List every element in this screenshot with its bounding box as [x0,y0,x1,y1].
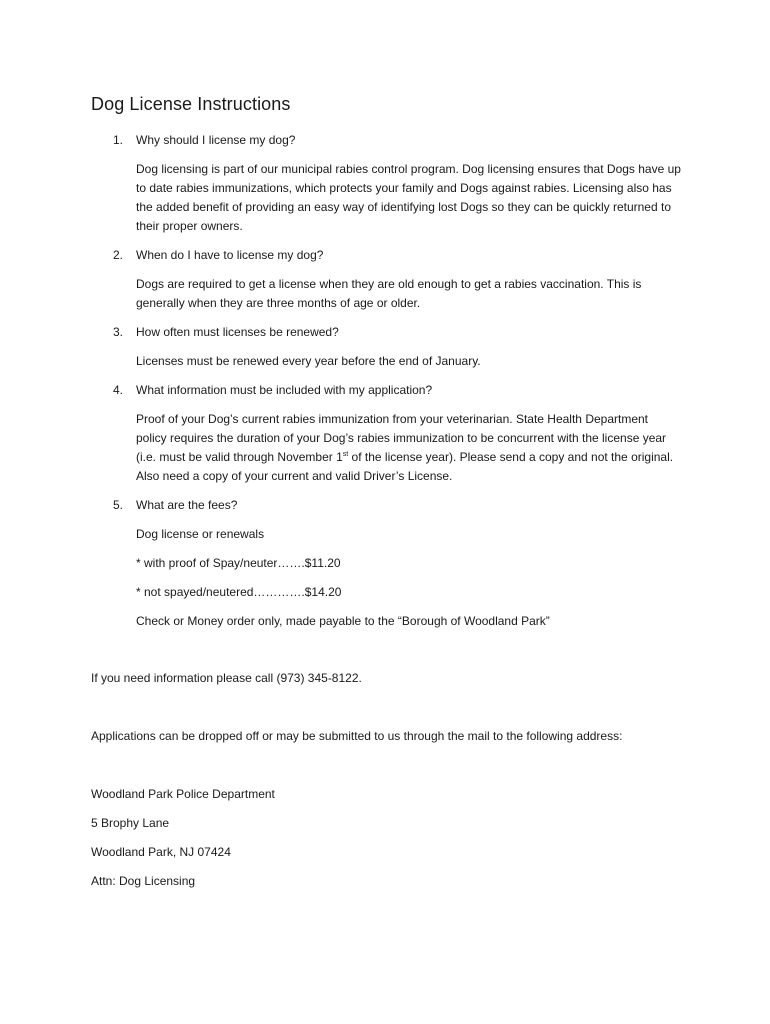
answer-block [136,410,681,486]
question-text: How often must licenses be renewed? [136,325,339,339]
question-row [0,496,770,515]
answer-paragraph [136,410,681,486]
faq-item-2 [0,246,770,313]
answer-paragraph: Dog licensing is part of our municipal rabies control program. Dog licensing ensures that Dogs have up to date rabies immunizations, which protects your family and Dogs against rabies. Licensing also has the added benefit of providing an easy way of identifying lost Dogs so they can be quickly returned to their proper owners. [136,162,681,233]
address-name: Woodland Park Police Department [91,787,275,801]
question-text: When do I have to license my dog? [136,248,324,262]
question-row [0,323,770,342]
faq-item-3 [0,323,770,371]
answer-paragraph: Licenses must be renewed every year before the end of January. [136,354,481,368]
answer-block [136,352,681,371]
question-row [0,381,770,400]
address-attn: Attn: Dog Licensing [91,874,196,888]
question-number: 2. [113,248,124,262]
address-city: Woodland Park, NJ 07424 [91,845,231,859]
question-text: What are the fees? [136,498,238,512]
fees-heading: Dog license or renewals [136,527,265,541]
info-phone-line: If you need information please call (973) 345-8122. [91,671,362,685]
faq-item-1 [0,131,770,236]
answer-block [136,525,681,631]
question-row [0,131,770,150]
answer-text-part-1: Proof of your Dog’s current rabies immunization from your veterinarian. State Health Department policy requires the duration of your Dog’s rabies immunization to be concurrent with the license year (i.e. must be valid through November 1 [136,412,667,464]
ordinal-suffix: st [342,451,349,458]
answer-paragraph: Dogs are required to get a license when they are old enough to get a rabies vaccination. This is generally when they are three months of age or older. [136,277,642,310]
address-street: 5 Brophy Lane [91,816,170,830]
faq-item-4 [0,381,770,486]
faq-list [0,131,770,631]
faq-item-5 [0,496,770,631]
question-row [0,246,770,265]
fee-not-spayed: * not spayed/neutered………….$14.20 [136,585,342,599]
question-number: 5. [113,498,124,512]
fee-spay-neuter: * with proof of Spay/neuter…….$11.20 [136,556,341,570]
payment-note: Check or Money order only, made payable to the “Borough of Woodland Park” [136,614,550,628]
question-text: Why should I license my dog? [136,133,296,147]
document-title: Dog License Instructions [91,94,291,114]
submission-line: Applications can be dropped off or may be submitted to us through the mail to the following address: [91,729,623,743]
question-number: 4. [113,383,124,397]
question-text: What information must be included with my application? [136,383,433,397]
question-number: 1. [113,133,124,147]
answer-text-part-2: of the license year). Please send a copy and not the original. Also need a copy of your current and valid Driver’s License. [136,450,674,483]
question-number: 3. [113,325,124,339]
answer-block [136,160,681,236]
answer-block [136,275,681,313]
